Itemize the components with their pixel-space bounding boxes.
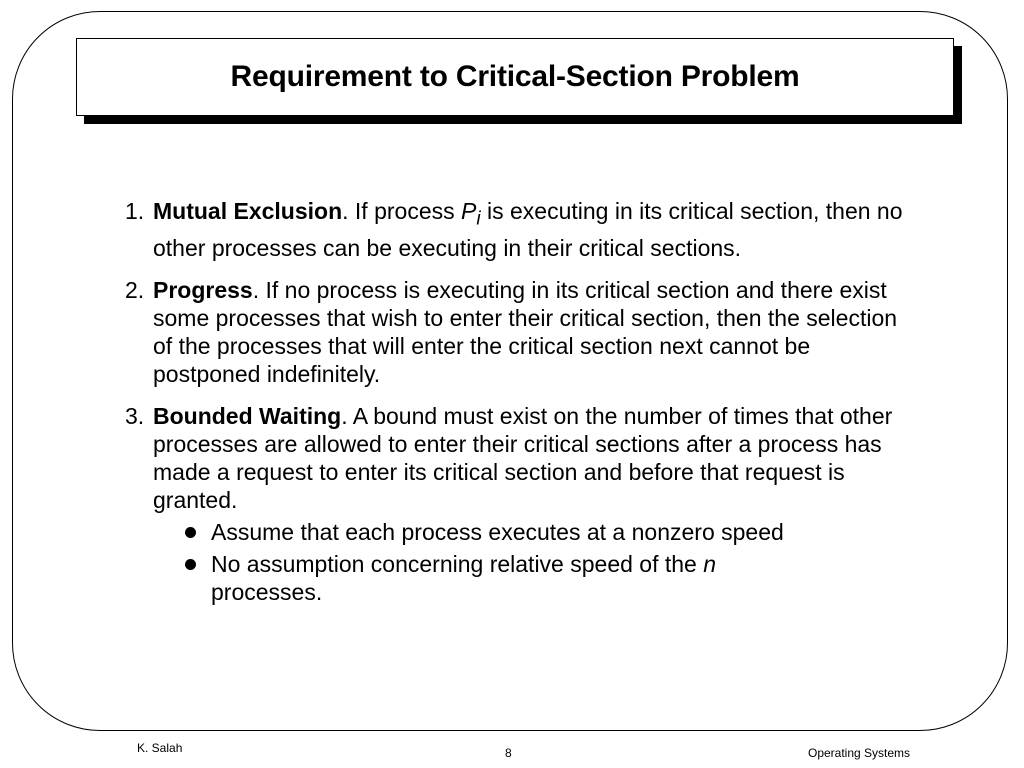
sub-list [183,518,915,606]
item-number: 3. [125,402,145,429]
sub-list-item [183,550,915,606]
item-text-after: is executing in its critical section, then no other processes can be executing in their critical sections. [153,198,903,261]
footer-page-number: 8 [505,746,512,760]
list-item-mutual-exclusion [125,197,915,262]
sub-list-item [183,518,915,546]
n-variable: n [703,550,717,577]
item-term: Mutual Exclusion [153,198,343,224]
process-variable: P [461,198,477,224]
sub-item-text-before: No assumption concerning relative speed of the [211,550,704,577]
bullet-icon [183,518,211,546]
item-text: . A bound must exist on the number of times that other processes are allowed to enter their critical sections after a process has made a request to enter its critical section and before that request is granted. [153,402,893,513]
list-item-progress [125,276,915,388]
item-number: 1. [125,198,145,224]
slide-title: Requirement to Critical-Section Problem [230,60,800,93]
item-text: . If no process is executing in its critical section and there exist some processes that wish to enter their critical section, then the selection of the processes that will enter the critical section next cannot be postponed indefinitely. [153,276,898,387]
process-subscript: i [476,208,481,230]
footer-course: Operating Systems [808,746,911,760]
item-content [153,402,915,610]
sub-item-text: Assume that each process executes at a nonzero speed [211,518,784,545]
item-number: 2. [125,276,145,303]
item-text-before: . If process [342,198,462,224]
item-content [153,197,915,262]
sub-item-text-after: processes. [211,578,323,605]
sub-item-text [211,550,831,606]
list-item-bounded-waiting [125,402,915,610]
item-content [153,276,915,388]
bullet-icon [183,550,211,606]
title-box [76,38,954,116]
item-term: Progress [153,276,253,303]
item-term: Bounded Waiting [153,402,342,429]
footer-author: K. Salah [137,741,183,755]
slide-body [125,197,915,624]
